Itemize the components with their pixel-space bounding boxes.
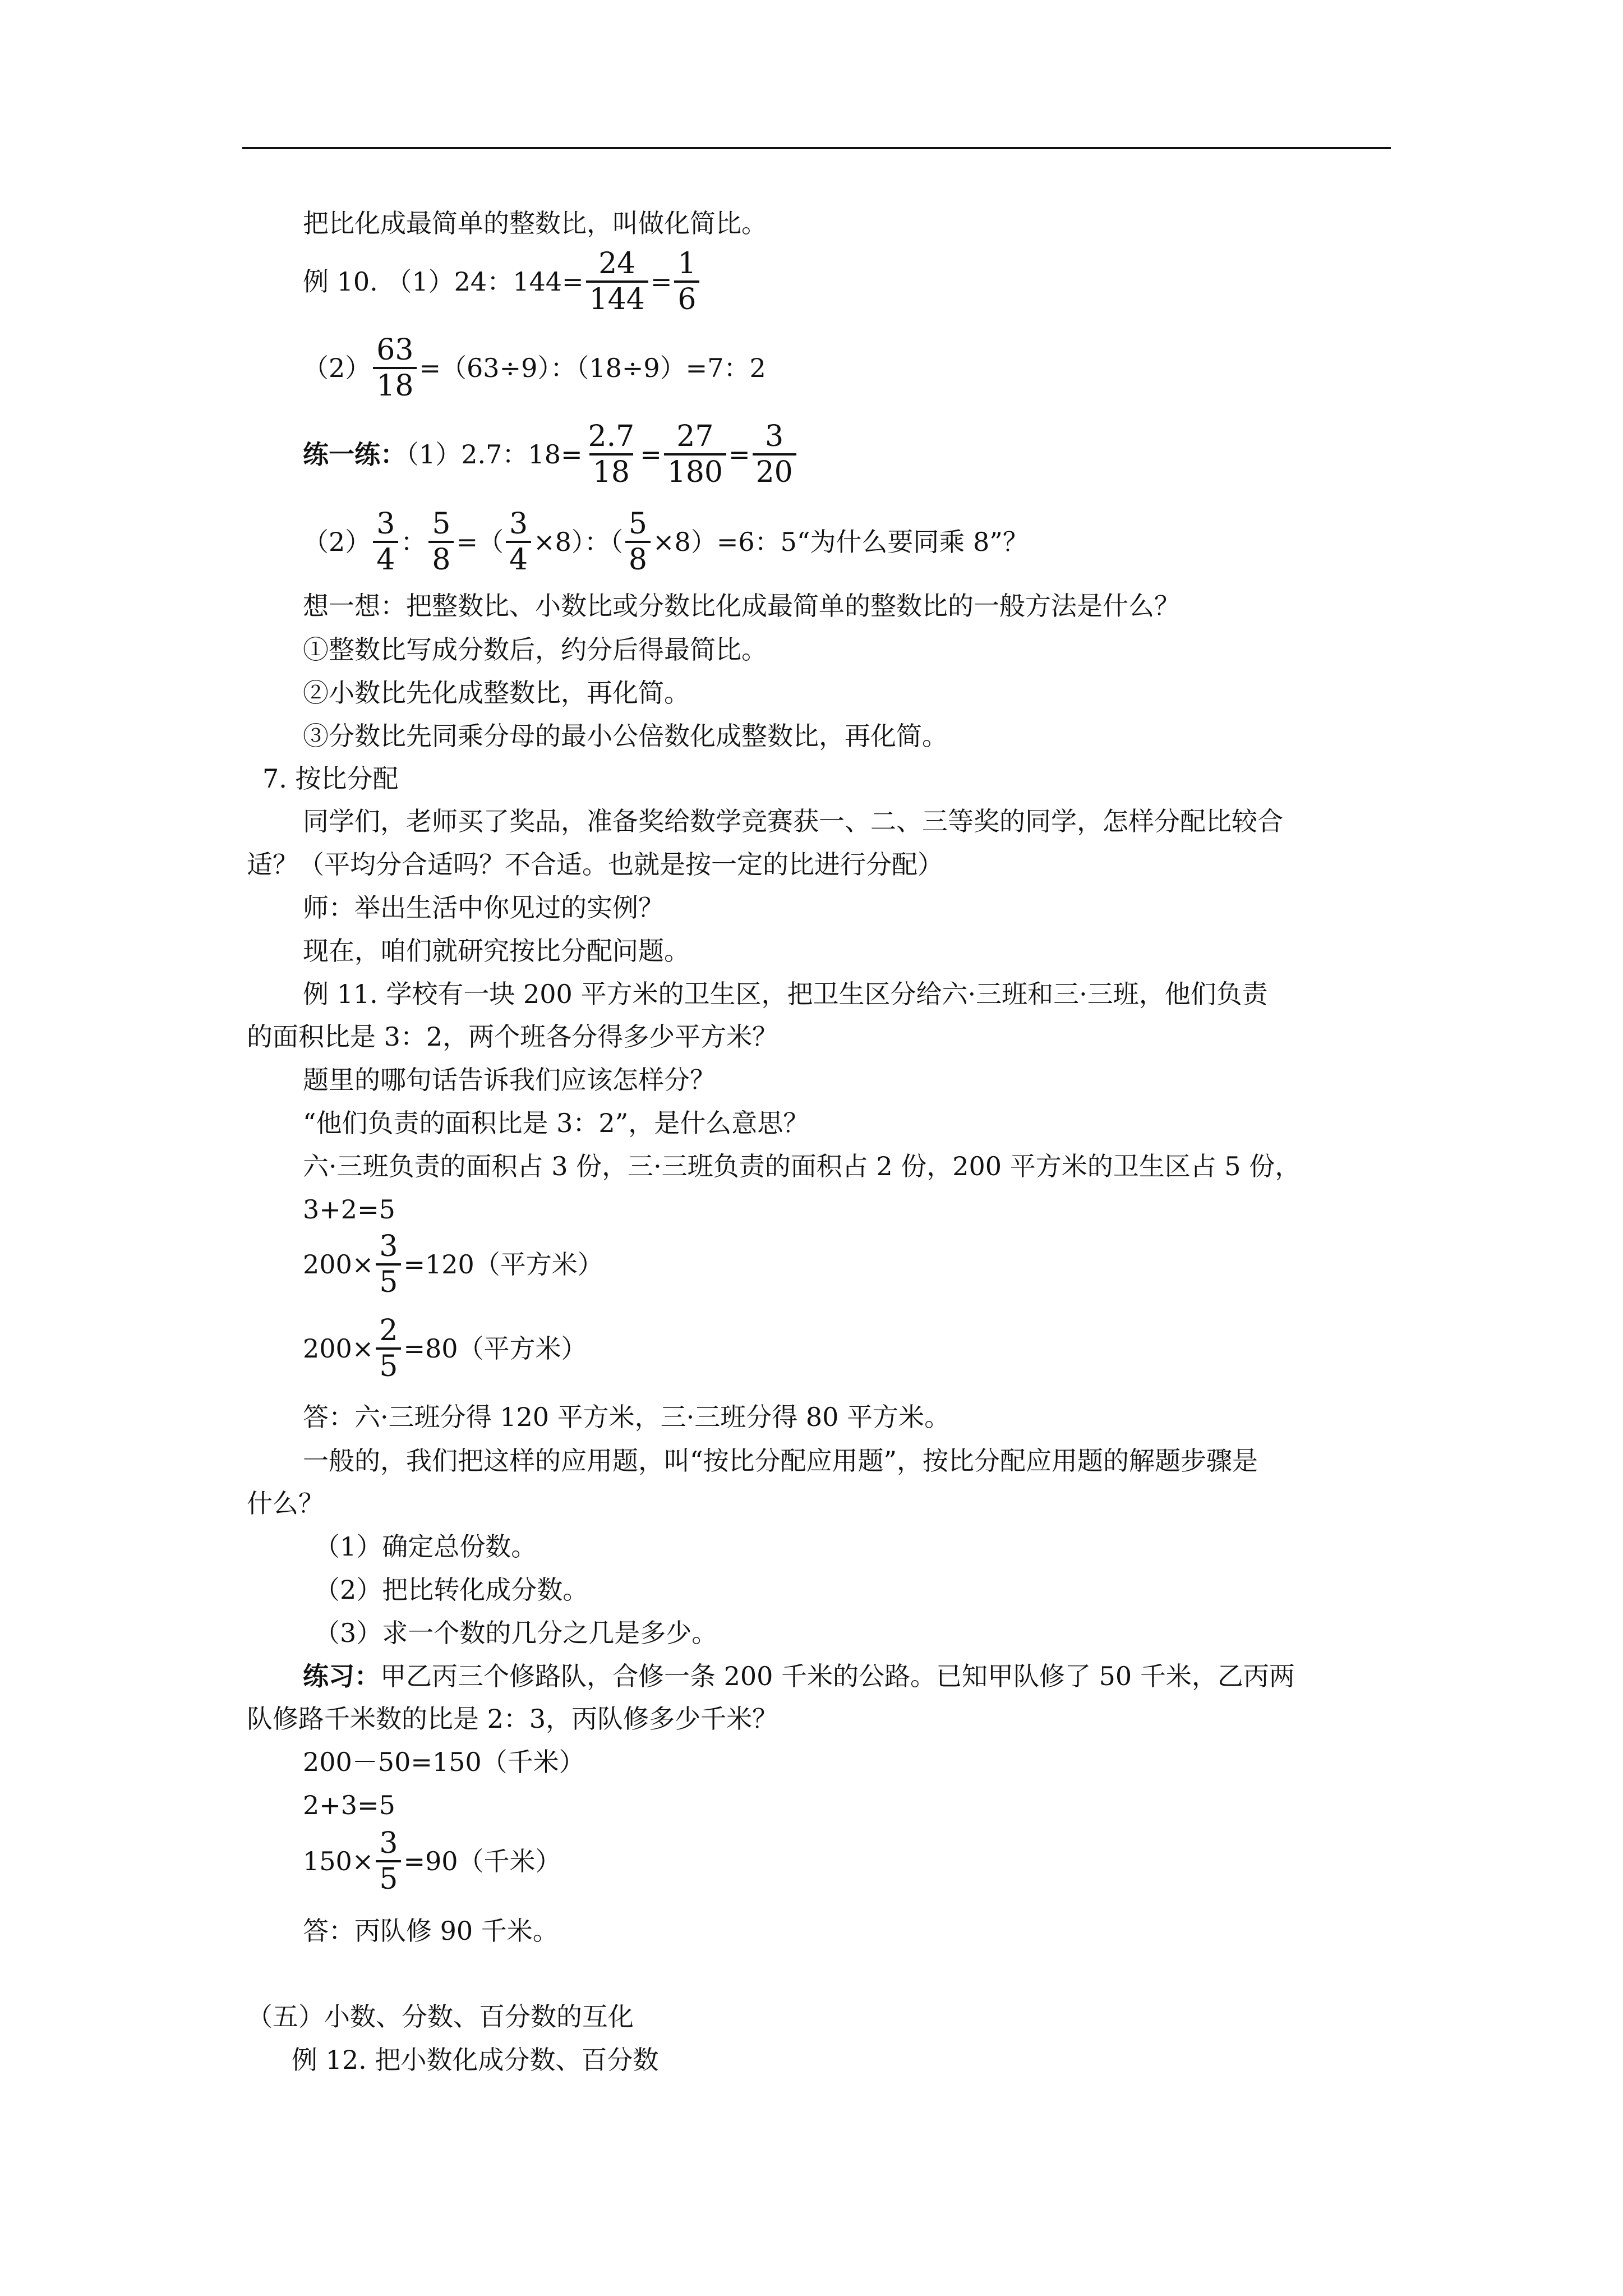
exercise-text-a: 甲乙丙三个修路队，合修一条 200 千米的公路。已知甲队修了 50 千米，乙丙两 xyxy=(380,1661,1295,1691)
example-11-calc-2 xyxy=(303,1314,587,1383)
exercise-calc-1: 200－50=150（千米） xyxy=(303,1747,585,1777)
practice-a-prefix: （1）2.7：18= xyxy=(406,439,583,470)
calc-result: =80（平方米） xyxy=(403,1333,587,1364)
equals-sign: = xyxy=(640,439,662,470)
denominator: 20 xyxy=(753,453,796,489)
example-10-line-1 xyxy=(303,247,702,316)
fraction-3-4 xyxy=(506,507,531,577)
practice-b-mid-1: =（ xyxy=(456,527,504,557)
think-step-1: ①整数比写成分数后，约分后得最简比。 xyxy=(303,634,767,665)
fraction-2.7-18 xyxy=(585,420,638,489)
example-11-explain: 六·三班负责的面积占 3 份，三·三班负责的面积占 2 份，200 平方米的卫生区占 5 份， xyxy=(303,1151,1301,1181)
fraction-3-4 xyxy=(373,507,398,577)
numerator: 5 xyxy=(628,507,648,541)
numerator: 3 xyxy=(376,507,395,541)
denominator: 5 xyxy=(376,1263,401,1299)
practice-b-prefix: （2） xyxy=(303,527,371,557)
general-step-1: （1）确定总份数。 xyxy=(314,1531,537,1562)
numerator: 5 xyxy=(432,507,451,541)
calc-result: =90（千米） xyxy=(403,1846,561,1876)
example-11-calc-1 xyxy=(303,1230,603,1299)
think-step-3: ③分数比先同乘分母的最小公倍数化成整数比，再化简。 xyxy=(303,721,948,751)
fraction-24-144 xyxy=(586,247,648,316)
practice-b-rest: ×8）=6：5“为什么要同乘 8”？ xyxy=(653,527,1029,557)
general-line-a: 一般的，我们把这样的应用题，叫“按比分配应用题”，按比分配应用题的解题步骤是 xyxy=(303,1446,1258,1476)
calc-prefix: 200× xyxy=(303,1249,374,1280)
numerator: 27 xyxy=(676,420,714,453)
fraction-1-6 xyxy=(674,247,699,316)
denominator: 18 xyxy=(589,453,633,489)
example-12-line: 例 12. 把小数化成分数、百分数 xyxy=(292,2045,659,2075)
section-7-para-2: 师：举出生活中你见过的实例？ xyxy=(303,892,664,923)
fraction-3-5 xyxy=(376,1230,401,1299)
intro-text: 把比化成最简单的整数比，叫做化简比。 xyxy=(303,208,767,238)
fraction-2-5 xyxy=(376,1314,401,1383)
example-10-b-prefix: （2） xyxy=(303,353,371,383)
fraction-27-180 xyxy=(664,420,726,489)
practice-line-1 xyxy=(303,420,799,489)
header-rule xyxy=(242,147,1391,149)
denominator: 8 xyxy=(625,541,651,577)
denominator: 144 xyxy=(586,280,648,316)
fraction-3-5 xyxy=(376,1826,401,1896)
section-7-para-3: 现在，咱们就研究按比分配问题。 xyxy=(303,936,690,966)
think-step-2: ②小数比先化成整数比，再化简。 xyxy=(303,678,690,708)
example-11-sum: 3+2=5 xyxy=(303,1194,395,1225)
equals-sign: = xyxy=(650,266,672,297)
exercise-line-a xyxy=(303,1659,1295,1693)
section-7-para-1a: 同学们，老师买了奖品，准备奖给数学竞赛获一、二、三等奖的同学，怎样分配比较合 xyxy=(303,806,1283,836)
think-question: 想一想：把整数比、小数比或分数比化成最简单的整数比的一般方法是什么？ xyxy=(303,591,1180,621)
ratio-colon: ： xyxy=(400,527,427,557)
fraction-5-8 xyxy=(625,507,651,577)
section-7-title: 7. 按比分配 xyxy=(262,763,399,794)
exercise-line-b: 队修路千米数的比是 2：3，丙队修多少千米？ xyxy=(247,1704,778,1734)
example-11-answer: 答：六·三班分得 120 平方米，三·三班分得 80 平方米。 xyxy=(303,1402,951,1432)
example-10-line-2 xyxy=(303,333,766,403)
numerator: 63 xyxy=(376,333,414,367)
calc-result: =120（平方米） xyxy=(403,1249,603,1280)
fraction-3-20 xyxy=(753,420,796,489)
example-10-b-rest: =（63÷9）：（18÷9）=7：2 xyxy=(419,353,766,383)
example-11-line-b: 的面积比是 3：2，两个班各分得多少平方米？ xyxy=(247,1022,778,1052)
exercise-label: 练习： xyxy=(303,1661,380,1691)
example-11-question-2: “他们负责的面积比是 3：2”，是什么意思？ xyxy=(303,1108,809,1138)
section-7-para-1b: 适？（平均分合适吗？不合适。也就是按一定的比进行分配） xyxy=(247,849,943,880)
calc-prefix: 150× xyxy=(303,1846,374,1876)
numerator: 3 xyxy=(509,507,528,541)
fraction-5-8 xyxy=(428,507,454,577)
numerator: 2 xyxy=(379,1314,398,1347)
section-5-title: （五）小数、分数、百分数的互化 xyxy=(247,2001,634,2032)
example-10-a-prefix: 例 10. （1）24：144= xyxy=(303,266,584,297)
denominator: 5 xyxy=(376,1347,401,1383)
example-11-line-a: 例 11. 学校有一块 200 平方米的卫生区，把卫生区分给六·三班和三·三班，他们负责 xyxy=(303,979,1268,1009)
denominator: 180 xyxy=(664,453,726,489)
numerator: 1 xyxy=(677,247,697,280)
practice-label: 练一练： xyxy=(303,439,406,470)
calc-prefix: 200× xyxy=(303,1333,374,1364)
numerator: 3 xyxy=(765,420,784,453)
general-line-b: 什么？ xyxy=(247,1488,324,1519)
denominator: 18 xyxy=(373,367,417,403)
equals-sign: = xyxy=(728,439,750,470)
denominator: 5 xyxy=(376,1860,401,1896)
numerator: 2.7 xyxy=(588,420,635,453)
exercise-calc-3 xyxy=(303,1826,561,1896)
denominator: 4 xyxy=(373,541,398,577)
exercise-answer: 答：丙队修 90 千米。 xyxy=(303,1916,559,1946)
fraction-63-18 xyxy=(373,333,417,403)
practice-line-2 xyxy=(303,507,1029,577)
numerator: 3 xyxy=(379,1230,398,1263)
denominator: 8 xyxy=(428,541,454,577)
numerator: 24 xyxy=(598,247,636,280)
general-step-3: （3）求一个数的几分之几是多少。 xyxy=(314,1618,718,1648)
example-11-question-1: 题里的哪句话告诉我们应该怎样分？ xyxy=(303,1065,716,1095)
practice-b-mid-2: ×8）：（ xyxy=(533,527,623,557)
general-step-2: （2）把比转化成分数。 xyxy=(314,1575,589,1605)
exercise-calc-2: 2+3=5 xyxy=(303,1790,395,1820)
numerator: 3 xyxy=(379,1826,398,1860)
denominator: 4 xyxy=(506,541,531,577)
denominator: 6 xyxy=(674,280,699,316)
